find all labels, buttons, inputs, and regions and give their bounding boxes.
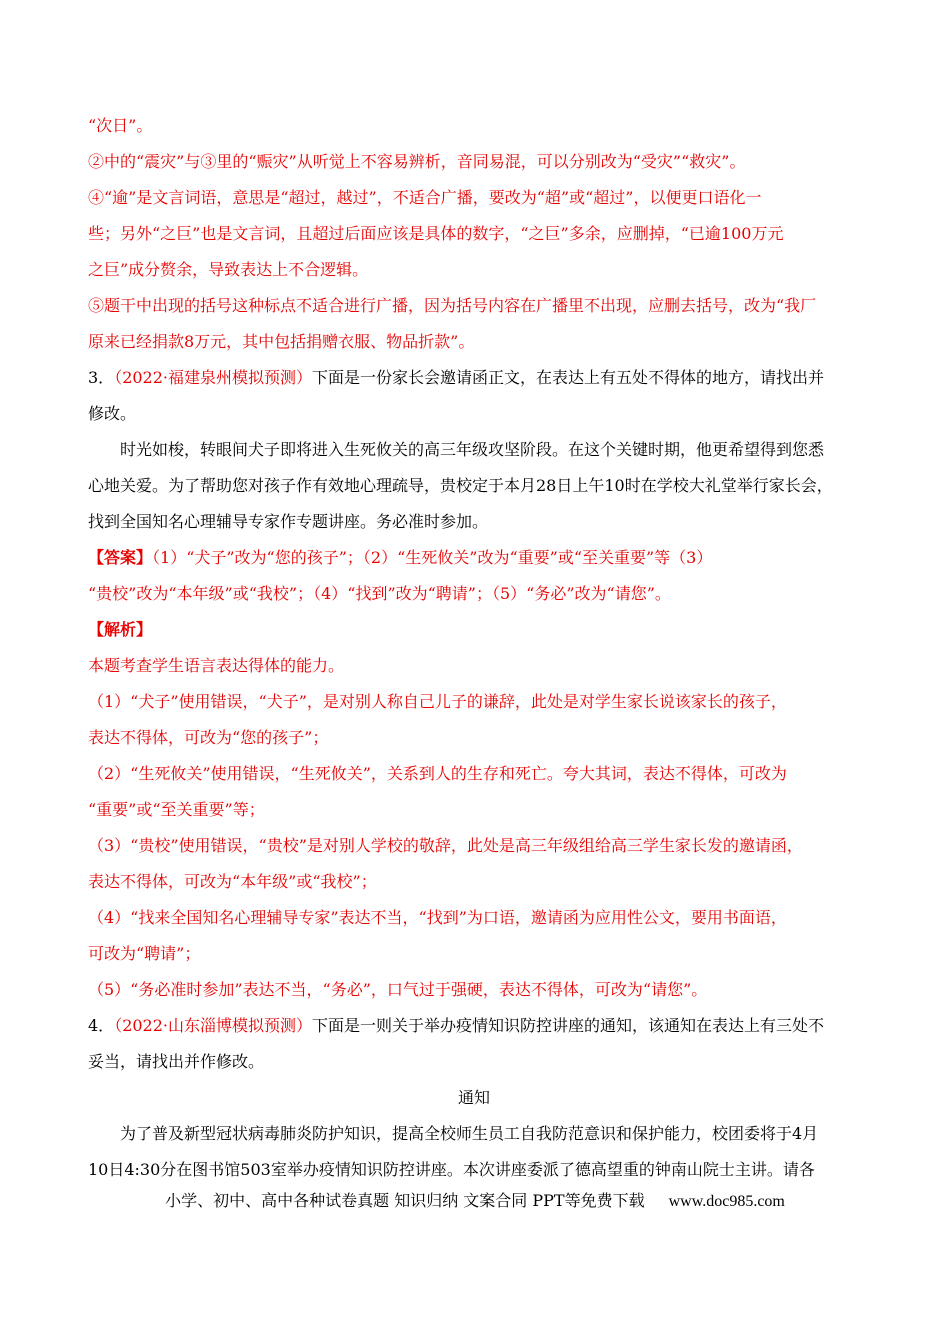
question-4-stem [88,1008,860,1044]
analysis-line: 本题考查学生语言表达得体的能力。 [88,656,345,675]
question-stem: 下面是一则关于举办疫情知识防控讲座的通知，该通知在表达上有三处不 [312,1016,825,1035]
passage-line: 心地关爱。为了帮助您对孩子作有效地心理疏导，贵校定于本月28日上午10时在学校大礼堂举行家长会， [88,476,833,495]
intro-line: 些；另外“之巨”也是文言词，且超过后面应该是具体的数字，“之巨”多余，应删掉，“已逾100万元 [88,224,784,243]
question-number: 4． [88,1016,115,1035]
analysis-line: “重要”或“至关重要”等； [88,800,265,819]
analysis-line: （4）“找来全国知名心理辅导专家”表达不当，“找到”为口语，邀请函为应用性公文，要用书面语， [88,908,787,927]
analysis-label: 【解析】 [88,620,153,639]
analysis-line: （5）“务必准时参加”表达不当，“务必”，口气过于强硬，表达不得体，可改为“请您”。 [88,980,708,999]
question-source: （2022·福建泉州模拟预测） [114,368,312,387]
question-stem-cont: 修改。 [88,404,137,423]
answer-label: 【答案】 [88,548,153,567]
intro-line: 原来已经捐款8万元，其中包括捐赠衣服、物品折款”。 [88,332,475,351]
page-footer [0,1186,950,1217]
passage-line: 为了普及新型冠状病毒肺炎防护知识，提高全校师生员工自我防范意识和保护能力，校团委将于4月 [120,1124,819,1143]
answer-line: “贵校”改为“本年级”或“我校”；（4）“找到”改为“聘请”；（5）“务必”改为“请您”。 [88,584,671,603]
footer-url[interactable]: www.doc985.com [668,1193,785,1210]
passage-line: 时光如梭，转眼间犬子即将进入生死攸关的高三年级攻坚阶段。在这个关键时期，他更希望得到您悉 [120,440,825,459]
document-body [88,108,860,1188]
intro-line: ④“逾”是文言词语，意思是“超过，越过”，不适合广播，要改为“超”或“超过”，以便更口语化一 [88,188,762,207]
question-source: （2022·山东淄博模拟预测） [114,1016,312,1035]
question-stem-cont: 妥当，请找出并作修改。 [88,1052,265,1071]
analysis-line: （3）“贵校”使用错误，“贵校”是对别人学校的敬辞，此处是高三年级组给高三学生家长发的邀请函， [88,836,803,855]
question-stem: 下面是一份家长会邀请函正文，在表达上有五处不得体的地方，请找出并 [312,368,825,387]
intro-line: 之巨”成分赘余，导致表达上不合逻辑。 [88,260,369,279]
analysis-line: 表达不得体，可改为“您的孩子”； [88,728,329,747]
analysis-line: （2）“生死攸关”使用错误，“生死攸关”，关系到人的生存和死亡。夸大其词，表达不得体，可改为 [88,764,787,783]
intro-line: “次日”。 [88,116,153,135]
intro-line: ⑤题干中出现的括号这种标点不适合进行广播，因为括号内容在广播里不出现，应删去括号，改为“我厂 [88,296,817,315]
analysis-line: 可改为“聘请”； [88,944,201,963]
answer-text: （1）“犬子”改为“您的孩子”；（2）“生死攸关”改为“重要”或“至关重要”等（3） [152,548,713,567]
question-number: 3． [88,368,115,387]
footer-text: 小学、初中、高中各种试卷真题 知识归纳 文案合同 PPT等免费下载 [165,1191,645,1210]
analysis-line: 表达不得体，可改为“本年级”或“我校”； [88,872,377,891]
passage-line: 10日4:30分在图书馆503室举办疫情知识防控讲座。本次讲座委派了德高望重的钟南山院士主讲。请各 [88,1160,815,1179]
analysis-line: （1）“犬子”使用错误，“犬子”，是对别人称自己儿子的谦辞，此处是对学生家长说该家长的孩子， [88,692,787,711]
answer-line [88,540,860,576]
question-3-stem [88,360,860,396]
passage-line: 找到全国知名心理辅导专家作专题讲座。务必准时参加。 [88,512,489,531]
intro-line: ②中的“震灾”与③里的“赈灾”从听觉上不容易辨析，音同易混，可以分别改为“受灾”“救灾”。 [88,152,746,171]
notice-title: 通知 [457,1088,490,1107]
